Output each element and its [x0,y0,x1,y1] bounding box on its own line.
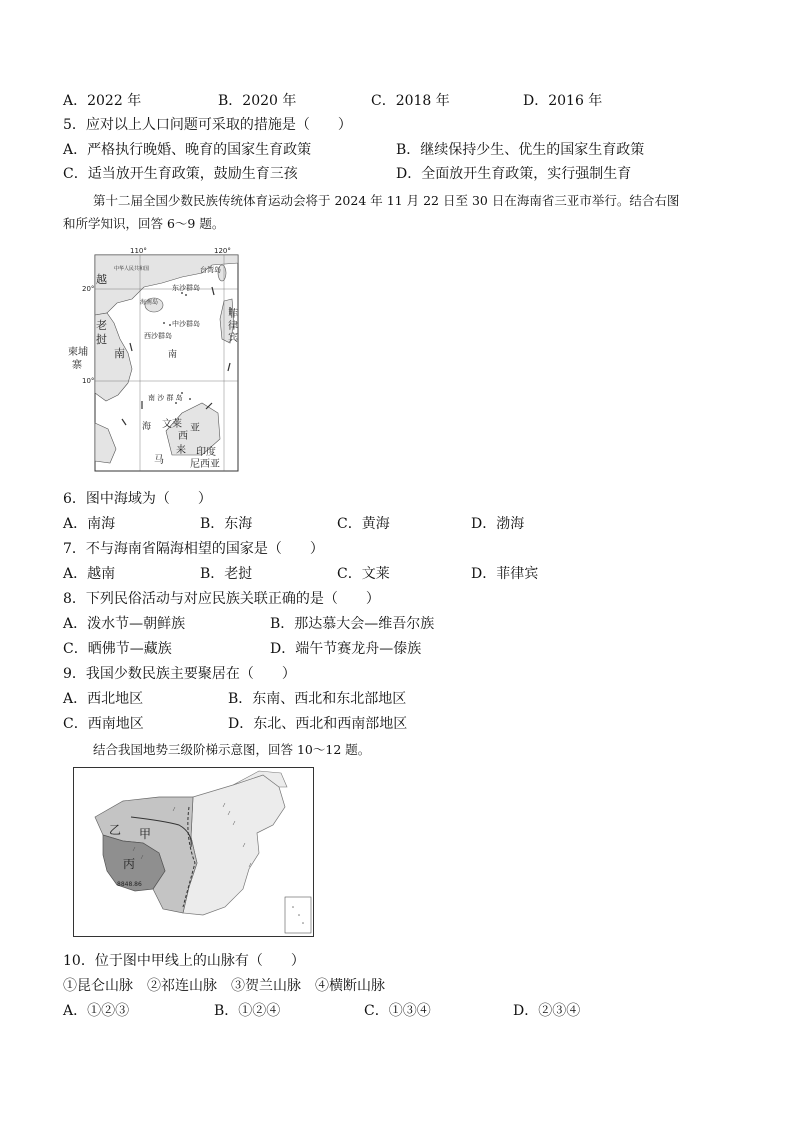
q10-option-d: D．②③④ [513,1003,581,1019]
lat-10: 10° [82,377,95,385]
china-terrain-map [73,767,314,937]
label-nansha: 南 沙 群 岛 [148,394,183,402]
label-xisha: 西沙群岛 [144,332,172,340]
label-indonesia-2: 尼西亚 [190,459,220,470]
q8-option-c: C．晒佛节—藏族 [63,641,172,657]
q4-option-b: B．2020 年 [218,93,297,109]
q5-option-a: A．严格执行晚婚、晚育的国家生育政策 [63,142,312,158]
label-xi: 西 [178,431,188,442]
q6-option-b: B．东海 [200,516,253,532]
china-terrain-map-graphic [73,767,314,937]
passage2: 结合我国地势三级阶梯示意图，回答 10～12 题。 [93,742,371,757]
label-bin: 宾 [228,333,238,344]
lon-110: 110° [130,247,147,255]
q7-option-d: D．菲律宾 [471,566,539,582]
q8-option-d: D．端午节赛龙舟—傣族 [270,641,422,657]
label-lao: 老 [96,319,107,332]
label-ya: 亚 [190,423,200,434]
label-lai: 来 [176,445,186,456]
passage1-line2: 和所学知识，回答 6～9 题。 [63,216,225,231]
q10-stem: 10．位于图中甲线上的山脉有（ ） [63,953,305,969]
q8-option-a: A．泼水节—朝鲜族 [63,616,186,632]
q5-option-d: D．全面放开生育政策，实行强制生育 [396,166,632,182]
label-dongsha: 东沙群岛 [172,284,200,292]
south-china-sea-map [62,243,242,473]
q6-option-c: C．黄海 [337,516,390,532]
q6-stem: 6．图中海域为（ ） [63,491,212,507]
q5-option-c: C．适当放开生育政策，鼓励生育三孩 [63,166,298,182]
q8-option-b: B．那达慕大会—维吾尔族 [270,616,435,632]
label-zhongsha: 中沙群岛 [172,320,200,328]
label-jia: 甲 [139,827,152,841]
label-indonesia-1: 印度 [196,447,216,458]
q10-option-c: C．①③④ [364,1003,431,1019]
q9-option-b: B．东南、西北和东北部地区 [228,691,407,707]
q9-stem: 9．我国少数民族主要聚居在（ ） [63,666,296,682]
label-wo: 挝 [96,333,107,346]
q9-option-d: D．东北、西北和西南部地区 [228,716,408,732]
label-ma: 马 [154,455,164,466]
label-lv: 律 [228,321,238,332]
south-china-sea-map-graphic [62,243,242,473]
q4-option-d: D．2016 年 [523,93,603,109]
q4-option-a: A．2022 年 [63,93,142,109]
passage1-line1: 第十二届全国少数民族传统体育运动会将于 2024 年 11 月 22 日至 30 日在海南省三亚市举行。结合右图 [93,193,680,208]
q9-option-c: C．西南地区 [63,716,144,732]
label-cambodia-2: 寨 [72,360,82,371]
label-brunei: 文莱 [162,419,182,430]
lon-120: 120° [214,247,231,255]
q7-option-a: A．越南 [63,566,116,582]
label-cambodia-1: 柬埔 [68,347,88,358]
q10-option-a: A．①②③ [63,1003,130,1019]
q5-stem: 5．应对以上人口问题可采取的措施是（ ） [63,117,352,133]
label-nan-sea: 南 [168,350,178,360]
q4-option-c: C．2018 年 [371,93,450,109]
label-taiwan: 台湾岛 [200,266,221,274]
q7-option-b: B．老挝 [200,566,253,582]
label-yi: 乙 [109,823,122,837]
label-fei: 菲 [228,309,238,320]
label-yue: 越 [96,273,107,286]
q9-option-a: A．西北地区 [63,691,144,707]
label-everest-elevation: 8848.86 [117,881,142,888]
label-bing: 丙 [123,857,136,871]
q5-option-b: B．继续保持少生、优生的国家生育政策 [396,142,645,158]
q10-choices: ①昆仑山脉 ②祁连山脉 ③贺兰山脉 ④横断山脉 [63,978,385,994]
q10-option-b: B．①②④ [214,1003,281,1019]
label-prc: 中华人民共和国 [114,266,150,272]
q8-stem: 8．下列民俗活动与对应民族关联正确的是（ ） [63,591,380,607]
label-hainan: 海南岛 [140,299,159,306]
lat-20: 20° [82,285,95,293]
q7-stem: 7．不与海南省隔海相望的国家是（ ） [63,541,324,557]
label-hai: 海 [142,422,152,432]
q7-option-c: C．文莱 [337,566,390,582]
label-nan-vn: 南 [114,347,125,360]
q6-option-a: A．南海 [63,516,116,532]
q6-option-d: D．渤海 [471,516,525,532]
